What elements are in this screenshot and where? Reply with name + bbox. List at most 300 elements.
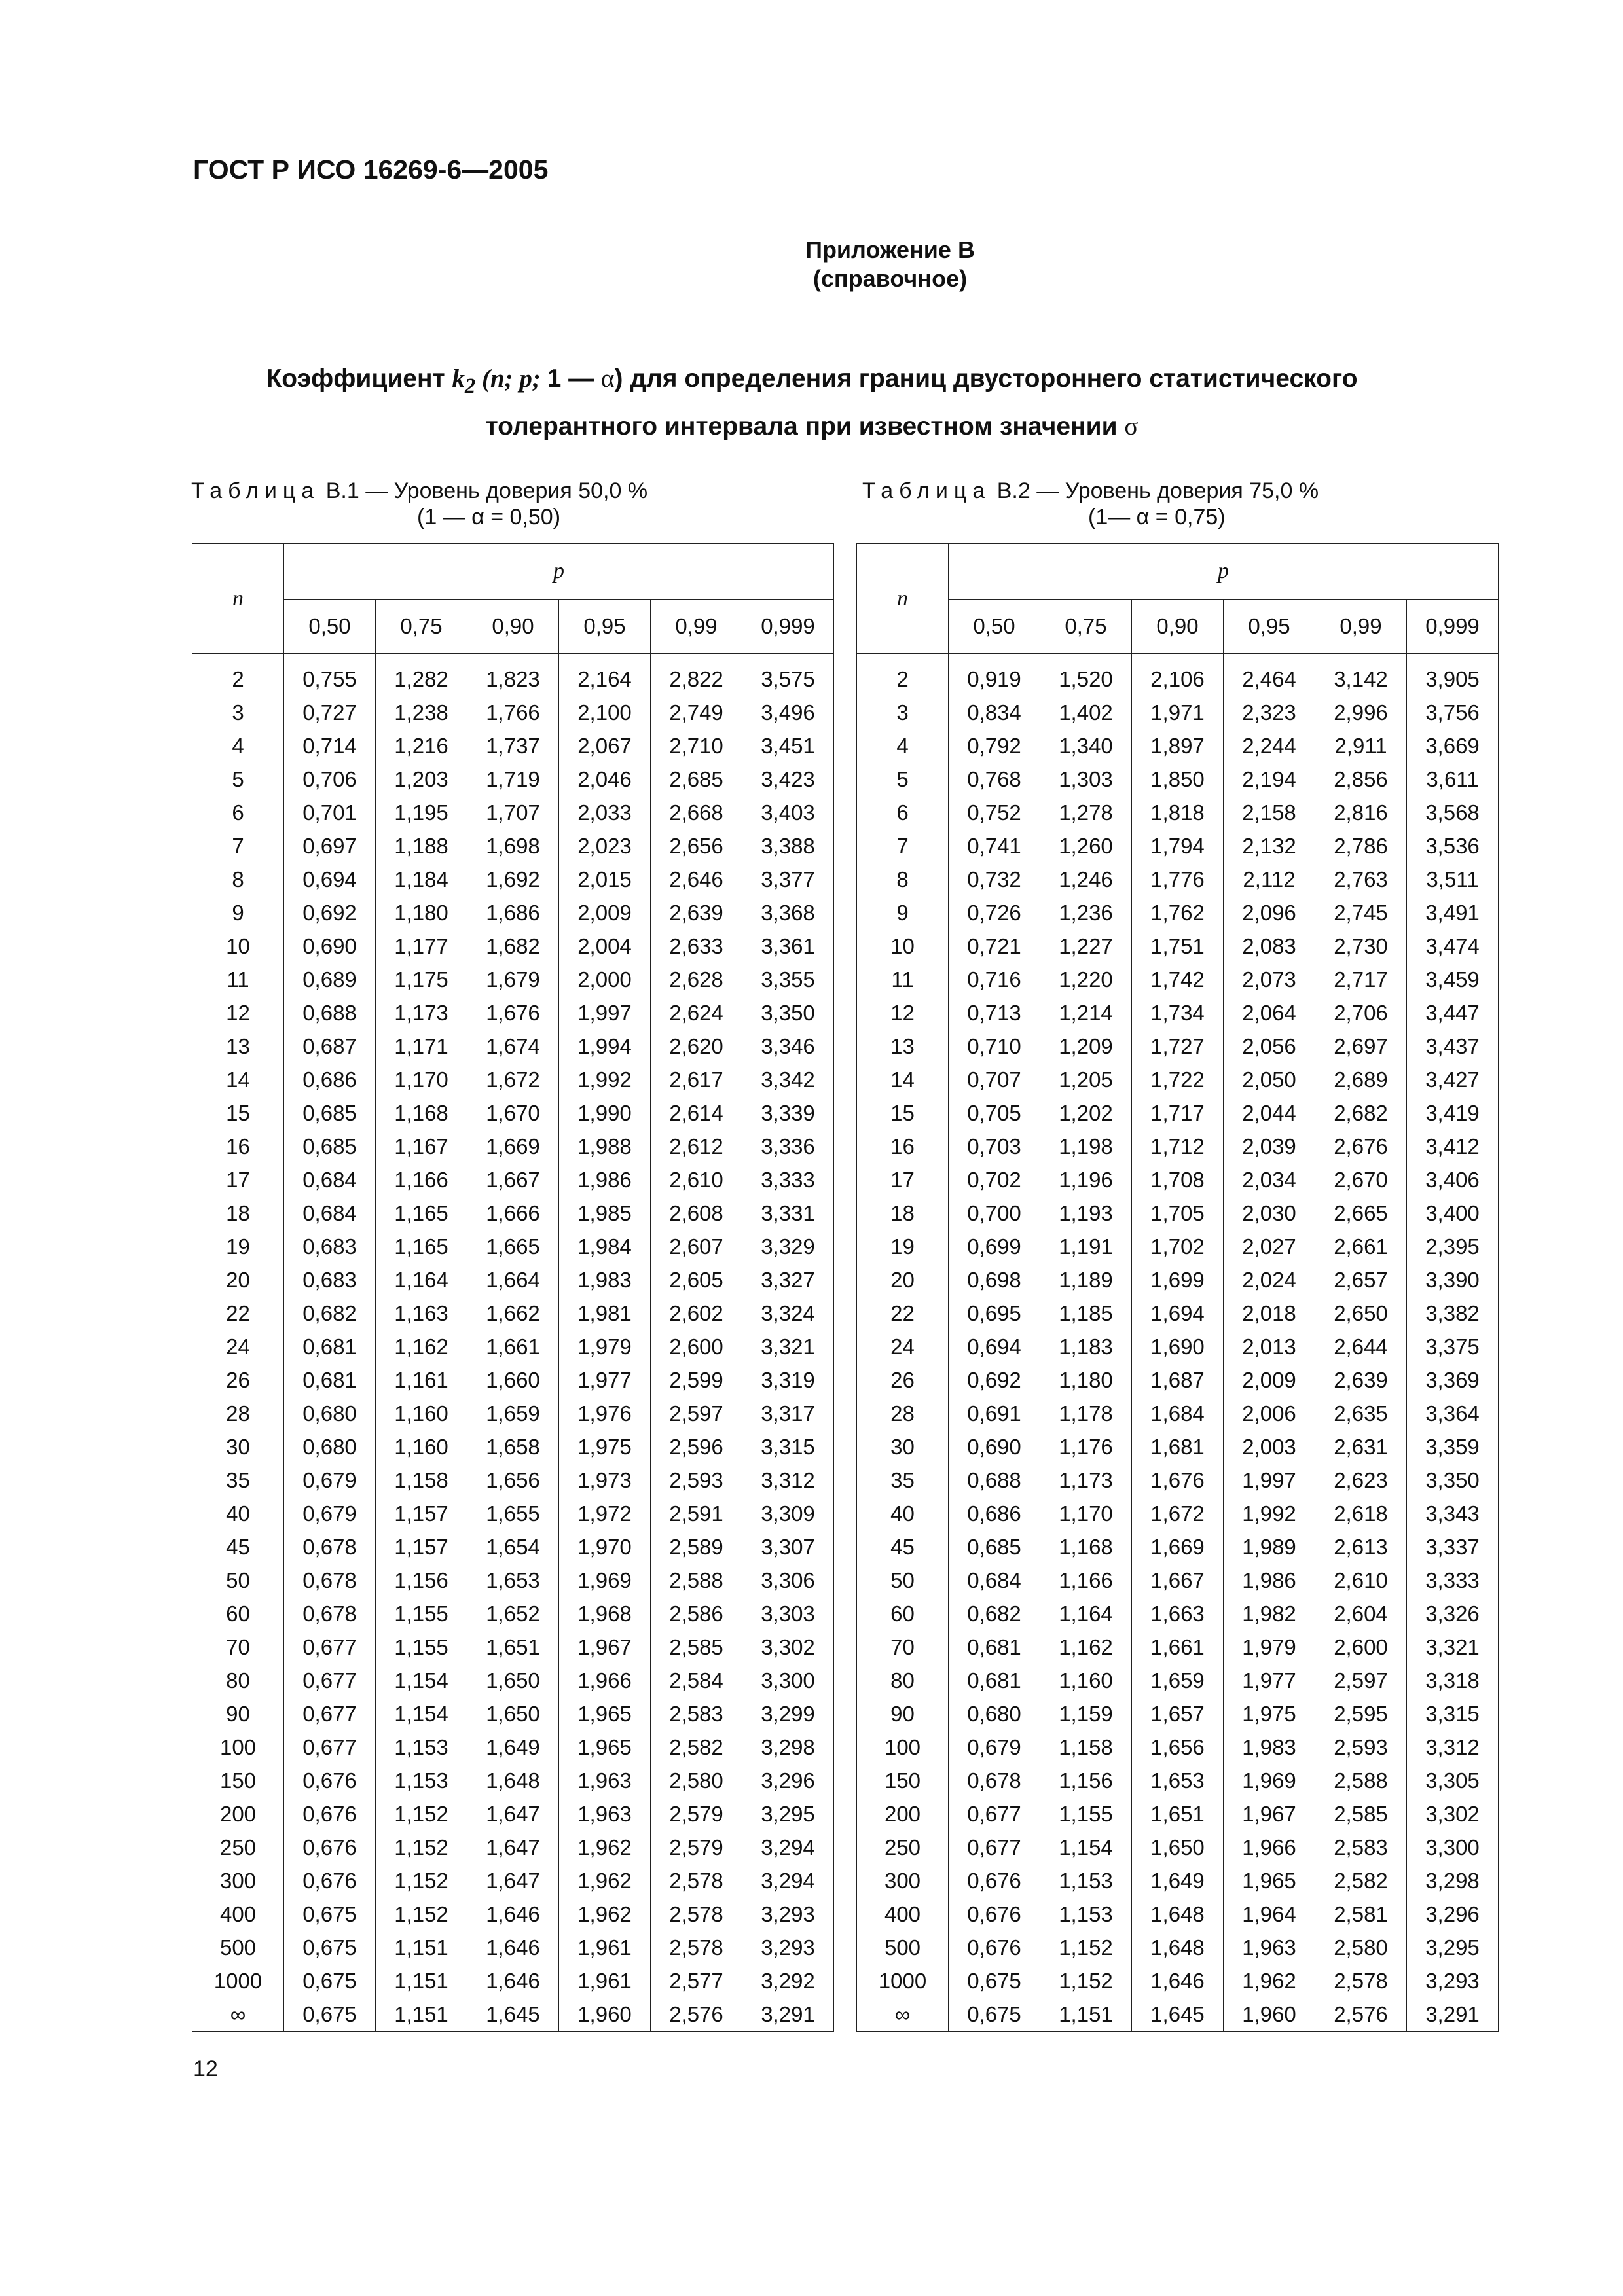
coefficient-cell: 1,664 xyxy=(467,1263,559,1297)
coefficient-cell: 1,712 xyxy=(1132,1130,1224,1163)
table-row xyxy=(192,1363,834,1397)
coefficient-cell: 0,710 xyxy=(949,1030,1040,1063)
coefficient-cell: 1,157 xyxy=(376,1530,467,1564)
coefficient-cell: 3,536 xyxy=(1407,829,1499,863)
coefficient-cell: 0,698 xyxy=(949,1263,1040,1297)
coefficient-cell: 2,628 xyxy=(651,963,742,996)
coefficient-cell: 1,708 xyxy=(1132,1163,1224,1196)
coefficient-cell: 0,684 xyxy=(949,1564,1040,1597)
coefficient-cell: 3,327 xyxy=(742,1263,834,1297)
spacer-cell xyxy=(1132,654,1224,662)
coefficient-cell: 2,003 xyxy=(1224,1430,1315,1463)
coefficient-cell: 1,674 xyxy=(467,1030,559,1063)
coefficient-cell: 3,329 xyxy=(742,1230,834,1263)
coefficient-cell: 3,756 xyxy=(1407,696,1499,729)
coefficient-cell: 2,018 xyxy=(1224,1297,1315,1330)
spacer-cell xyxy=(192,654,284,662)
sample-size-cell: 9 xyxy=(192,896,284,929)
heading-text: толерантного интервала при известном значении xyxy=(485,412,1125,440)
coefficient-cell: 2,158 xyxy=(1224,796,1315,829)
coefficient-cell: 1,986 xyxy=(559,1163,651,1196)
coefficient-cell: 1,982 xyxy=(1224,1597,1315,1630)
table-row xyxy=(192,1731,834,1764)
coefficient-cell: 0,678 xyxy=(284,1564,376,1597)
table-caption-2 xyxy=(862,478,1319,530)
coefficient-cell: 0,677 xyxy=(284,1664,376,1697)
coefficient-cell: 1,648 xyxy=(467,1764,559,1797)
sample-size-cell: 20 xyxy=(192,1263,284,1297)
table-row xyxy=(192,963,834,996)
table-row xyxy=(192,1864,834,1897)
coefficient-cell: 3,333 xyxy=(742,1163,834,1196)
table-row xyxy=(857,1063,1499,1096)
coefficient-cell: 0,692 xyxy=(284,896,376,929)
coefficient-cell: 2,682 xyxy=(1315,1096,1407,1130)
coefficient-cell: 1,648 xyxy=(1132,1931,1224,1964)
table-row xyxy=(192,1430,834,1463)
sample-size-cell: 2 xyxy=(192,662,284,696)
coefficient-cell: 1,684 xyxy=(1132,1397,1224,1430)
table-row xyxy=(192,1630,834,1664)
coefficient-cell: 0,680 xyxy=(949,1697,1040,1731)
sample-size-cell: 4 xyxy=(857,729,949,762)
coefficient-cell: 1,173 xyxy=(1040,1463,1132,1497)
coefficient-cell: 1,646 xyxy=(467,1897,559,1931)
coefficient-cell: 1,737 xyxy=(467,729,559,762)
coefficient-cell: 0,695 xyxy=(949,1297,1040,1330)
table-row xyxy=(192,1063,834,1096)
coefficient-cell: 3,293 xyxy=(742,1897,834,1931)
coefficient-cell: 1,652 xyxy=(467,1597,559,1630)
coefficient-cell: 1,988 xyxy=(559,1130,651,1163)
coefficient-cell: 3,321 xyxy=(742,1330,834,1363)
coefficient-cell: 1,645 xyxy=(1132,1998,1224,2032)
coefficient-cell: 1,202 xyxy=(1040,1096,1132,1130)
table-row xyxy=(857,796,1499,829)
coefficient-cell: 1,967 xyxy=(1224,1797,1315,1831)
coefficient-cell: 1,983 xyxy=(1224,1731,1315,1764)
coefficient-cell: 1,152 xyxy=(376,1864,467,1897)
coefficient-cell: 0,675 xyxy=(949,1964,1040,1998)
coefficient-cell: 1,216 xyxy=(376,729,467,762)
table-row xyxy=(857,1130,1499,1163)
coefficient-cell: 0,676 xyxy=(284,1864,376,1897)
sample-size-cell: 35 xyxy=(857,1463,949,1497)
coefficient-cell: 1,667 xyxy=(1132,1564,1224,1597)
table-row xyxy=(857,1430,1499,1463)
coefficient-cell: 2,009 xyxy=(559,896,651,929)
coefficient-cell: 0,689 xyxy=(284,963,376,996)
coefficient-cell: 2,083 xyxy=(1224,929,1315,963)
coefficient-cell: 3,315 xyxy=(1407,1697,1499,1731)
coefficient-cell: 2,685 xyxy=(651,762,742,796)
page-number: 12 xyxy=(193,2056,218,2081)
coefficient-cell: 0,752 xyxy=(949,796,1040,829)
coefficient-cell: 2,064 xyxy=(1224,996,1315,1030)
coefficient-cell: 1,971 xyxy=(1132,696,1224,729)
coefficient-cell: 3,905 xyxy=(1407,662,1499,696)
coefficient-cell: 1,658 xyxy=(467,1430,559,1463)
table-row xyxy=(192,996,834,1030)
coefficient-cell: 2,602 xyxy=(651,1297,742,1330)
coefficient-cell: 1,682 xyxy=(467,929,559,963)
sample-size-cell: 150 xyxy=(192,1764,284,1797)
coefficient-cell: 1,979 xyxy=(1224,1630,1315,1664)
coefficient-cell: 2,670 xyxy=(1315,1163,1407,1196)
sample-size-cell: 4 xyxy=(192,729,284,762)
coefficient-cell: 1,669 xyxy=(1132,1530,1224,1564)
coefficient-cell: 1,973 xyxy=(559,1463,651,1497)
coefficient-cell: 1,646 xyxy=(1132,1964,1224,1998)
coefficient-cell: 1,170 xyxy=(376,1063,467,1096)
coefficient-cell: 1,751 xyxy=(1132,929,1224,963)
table-row xyxy=(857,1897,1499,1931)
coefficient-cell: 1,154 xyxy=(376,1697,467,1731)
coefficient-cell: 3,339 xyxy=(742,1096,834,1130)
table-row xyxy=(857,1530,1499,1564)
coefficient-cell: 1,984 xyxy=(559,1230,651,1263)
coefficient-cell: 3,317 xyxy=(742,1397,834,1430)
table-row xyxy=(192,1931,834,1964)
coefficient-cell: 1,692 xyxy=(467,863,559,896)
coefficient-cell: 1,994 xyxy=(559,1030,651,1063)
coefficient-cell: 3,331 xyxy=(742,1196,834,1230)
coefficient-cell: 1,979 xyxy=(559,1330,651,1363)
coefficient-cell: 2,665 xyxy=(1315,1196,1407,1230)
coefficient-cell: 2,132 xyxy=(1224,829,1315,863)
coefficient-cell: 1,962 xyxy=(1224,1964,1315,1998)
heading-text: Коэффициент xyxy=(266,365,452,393)
coefficient-cell: 1,158 xyxy=(1040,1731,1132,1764)
coefficient-cell: 2,689 xyxy=(1315,1063,1407,1096)
sample-size-cell: 17 xyxy=(192,1163,284,1196)
coefficient-cell: 2,577 xyxy=(651,1964,742,1998)
appendix-header xyxy=(0,236,1623,293)
coefficient-cell: 3,364 xyxy=(1407,1397,1499,1430)
coefficient-cell: 2,749 xyxy=(651,696,742,729)
p-value-header: 0,999 xyxy=(1407,599,1499,654)
table-row xyxy=(192,762,834,796)
coefficient-cell: 3,412 xyxy=(1407,1130,1499,1163)
coefficient-cell: 2,617 xyxy=(651,1063,742,1096)
coefficient-cell: 1,967 xyxy=(559,1630,651,1664)
coefficient-cell: 0,700 xyxy=(949,1196,1040,1230)
table-row xyxy=(857,1664,1499,1697)
n-header: n xyxy=(192,544,284,654)
coefficient-cell: 2,583 xyxy=(1315,1831,1407,1864)
appendix-note: (справочное) xyxy=(812,265,968,292)
coefficient-cell: 3,295 xyxy=(1407,1931,1499,1964)
coefficient-cell: 2,856 xyxy=(1315,762,1407,796)
coefficient-cell: 2,582 xyxy=(651,1731,742,1764)
sample-size-cell: 7 xyxy=(857,829,949,863)
coefficient-cell: 0,675 xyxy=(284,1897,376,1931)
coefficient-cell: 1,227 xyxy=(1040,929,1132,963)
coefficient-cell: 2,194 xyxy=(1224,762,1315,796)
coefficient-cell: 1,645 xyxy=(467,1998,559,2032)
coefficient-cell: 2,612 xyxy=(651,1130,742,1163)
table-row xyxy=(857,1831,1499,1864)
coefficient-cell: 2,613 xyxy=(1315,1530,1407,1564)
coefficient-cell: 1,766 xyxy=(467,696,559,729)
coefficient-cell: 0,684 xyxy=(284,1163,376,1196)
sample-size-cell: 15 xyxy=(192,1096,284,1130)
coefficient-cell: 2,046 xyxy=(559,762,651,796)
table-caption-1 xyxy=(191,478,647,530)
coefficient-cell: 3,305 xyxy=(1407,1764,1499,1797)
sample-size-cell: 90 xyxy=(192,1697,284,1731)
coefficient-cell: 2,608 xyxy=(651,1196,742,1230)
coefficient-cell: 1,646 xyxy=(467,1931,559,1964)
coefficient-cell: 1,734 xyxy=(1132,996,1224,1030)
table-row xyxy=(857,1597,1499,1630)
coefficient-cell: 1,989 xyxy=(1224,1530,1315,1564)
sample-size-cell: 26 xyxy=(192,1363,284,1397)
coefficient-cell: 2,578 xyxy=(651,1864,742,1897)
heading-line-1 xyxy=(196,359,1427,406)
coefficient-cell: 2,004 xyxy=(559,929,651,963)
coefficient-cell: 3,451 xyxy=(742,729,834,762)
p-header: p xyxy=(949,544,1499,600)
coefficient-cell: 2,623 xyxy=(1315,1463,1407,1497)
p-value-header: 0,90 xyxy=(467,599,559,654)
coefficient-cell: 1,163 xyxy=(376,1297,467,1330)
coefficient-cell: 1,705 xyxy=(1132,1196,1224,1230)
coefficient-cell: 1,727 xyxy=(1132,1030,1224,1063)
sample-size-cell: ∞ xyxy=(857,1998,949,2032)
sample-size-cell: 10 xyxy=(192,929,284,963)
coefficient-cell: 1,985 xyxy=(559,1196,651,1230)
coefficient-cell: 2,464 xyxy=(1224,662,1315,696)
coefficient-cell: 1,963 xyxy=(1224,1931,1315,1964)
table-row xyxy=(192,1163,834,1196)
coefficient-cell: 0,741 xyxy=(949,829,1040,863)
coefficient-cell: 1,655 xyxy=(467,1497,559,1530)
sample-size-cell: 300 xyxy=(857,1864,949,1897)
heading-line-2 xyxy=(196,406,1427,447)
table-row xyxy=(192,662,834,696)
coefficient-cell: 2,030 xyxy=(1224,1196,1315,1230)
coefficient-cell: 2,395 xyxy=(1407,1230,1499,1263)
coefficient-cell: 2,579 xyxy=(651,1797,742,1831)
appendix-title: Приложение В xyxy=(805,236,975,263)
coefficient-cell: 2,661 xyxy=(1315,1230,1407,1263)
coefficient-cell: 3,403 xyxy=(742,796,834,829)
coefficient-cell: 2,650 xyxy=(1315,1297,1407,1330)
coefficient-cell: 2,597 xyxy=(1315,1664,1407,1697)
coefficient-cell: 0,676 xyxy=(284,1764,376,1797)
coefficient-cell: 1,168 xyxy=(1040,1530,1132,1564)
coefficient-cell: 0,694 xyxy=(284,863,376,896)
coefficient-cell: 0,679 xyxy=(949,1731,1040,1764)
coefficient-cell: 2,100 xyxy=(559,696,651,729)
coefficient-cell: 1,151 xyxy=(376,1964,467,1998)
coefficient-cell: 2,786 xyxy=(1315,829,1407,863)
heading-alpha: α xyxy=(601,365,615,393)
spacer-cell xyxy=(1407,654,1499,662)
table-subtitle: (1— α = 0,75) xyxy=(1088,505,1226,529)
coefficient-cell: 2,657 xyxy=(1315,1263,1407,1297)
table-row xyxy=(857,1297,1499,1330)
coefficient-cell: 1,195 xyxy=(376,796,467,829)
coefficient-cell: 1,986 xyxy=(1224,1564,1315,1597)
coefficient-cell: 2,644 xyxy=(1315,1330,1407,1363)
coefficient-cell: 1,153 xyxy=(1040,1897,1132,1931)
coefficient-cell: 2,576 xyxy=(651,1998,742,2032)
coefficient-cell: 1,180 xyxy=(376,896,467,929)
table-label: Таблица xyxy=(862,478,991,503)
coefficient-cell: 1,164 xyxy=(376,1263,467,1297)
coefficient-cell: 3,423 xyxy=(742,762,834,796)
coefficient-cell: 0,687 xyxy=(284,1030,376,1063)
sample-size-cell: 30 xyxy=(192,1430,284,1463)
table-row xyxy=(857,1731,1499,1764)
coefficient-cell: 3,294 xyxy=(742,1864,834,1897)
coefficient-cell: 1,154 xyxy=(376,1664,467,1697)
coefficient-cell: 1,165 xyxy=(376,1196,467,1230)
sample-size-cell: 60 xyxy=(192,1597,284,1630)
table-row xyxy=(857,1764,1499,1797)
coefficient-cell: 1,992 xyxy=(559,1063,651,1096)
sample-size-cell: 8 xyxy=(192,863,284,896)
coefficient-cell: 3,390 xyxy=(1407,1263,1499,1297)
table-label: Таблица xyxy=(191,478,320,503)
sample-size-cell: 7 xyxy=(192,829,284,863)
coefficient-cell: 1,203 xyxy=(376,762,467,796)
coefficient-cell: 0,691 xyxy=(949,1397,1040,1430)
coefficient-cell: 1,157 xyxy=(376,1497,467,1530)
coefficient-cell: 3,293 xyxy=(1407,1964,1499,1998)
coefficient-cell: 2,584 xyxy=(651,1664,742,1697)
coefficient-cell: 3,326 xyxy=(1407,1597,1499,1630)
coefficient-cell: 0,675 xyxy=(284,1964,376,1998)
coefficient-cell: 1,850 xyxy=(1132,762,1224,796)
coefficient-cell: 0,706 xyxy=(284,762,376,796)
coefficient-cell: 3,359 xyxy=(1407,1430,1499,1463)
coefficient-cell: 1,650 xyxy=(467,1664,559,1697)
coefficient-cell: 2,633 xyxy=(651,929,742,963)
coefficient-cell: 1,694 xyxy=(1132,1297,1224,1330)
table-row xyxy=(857,1363,1499,1397)
coefficient-cell: 2,599 xyxy=(651,1363,742,1397)
coefficient-cell: 3,474 xyxy=(1407,929,1499,963)
coefficient-cell: 0,682 xyxy=(949,1597,1040,1630)
coefficient-cell: 0,685 xyxy=(284,1130,376,1163)
coefficient-cell: 1,717 xyxy=(1132,1096,1224,1130)
coefficient-cell: 1,196 xyxy=(1040,1163,1132,1196)
coefficient-cell: 1,180 xyxy=(1040,1363,1132,1397)
coefficient-cell: 3,309 xyxy=(742,1497,834,1530)
coefficient-cell: 2,588 xyxy=(1315,1764,1407,1797)
coefficient-cell: 0,690 xyxy=(284,929,376,963)
coefficient-cell: 1,823 xyxy=(467,662,559,696)
coefficient-cell: 0,702 xyxy=(949,1163,1040,1196)
table-row xyxy=(857,696,1499,729)
heading-args: (n; p; xyxy=(475,365,547,393)
coefficient-cell: 1,699 xyxy=(1132,1263,1224,1297)
coefficient-cell: 3,319 xyxy=(742,1363,834,1397)
coefficient-cell: 1,667 xyxy=(467,1163,559,1196)
coefficient-cell: 1,178 xyxy=(1040,1397,1132,1430)
coefficient-cell: 0,676 xyxy=(949,1931,1040,1964)
coefficient-cell: 0,713 xyxy=(949,996,1040,1030)
coefficient-cell: 1,153 xyxy=(376,1731,467,1764)
coefficient-cell: 1,193 xyxy=(1040,1196,1132,1230)
coefficient-cell: 1,966 xyxy=(1224,1831,1315,1864)
sample-size-cell: 60 xyxy=(857,1597,949,1630)
coefficient-cell: 3,355 xyxy=(742,963,834,996)
coefficient-cell: 1,661 xyxy=(467,1330,559,1363)
sample-size-cell: 5 xyxy=(857,762,949,796)
p-value-header: 0,999 xyxy=(742,599,834,654)
coefficient-cell: 1,983 xyxy=(559,1263,651,1297)
coefficient-cell: 1,156 xyxy=(1040,1764,1132,1797)
coefficient-cell: 0,768 xyxy=(949,762,1040,796)
table-row xyxy=(192,1497,834,1530)
coefficient-cell: 2,585 xyxy=(651,1630,742,1664)
coefficient-cell: 0,919 xyxy=(949,662,1040,696)
coefficient-cell: 1,672 xyxy=(1132,1497,1224,1530)
table-row xyxy=(857,1864,1499,1897)
coefficient-cell: 1,647 xyxy=(467,1831,559,1864)
coefficient-cell: 2,579 xyxy=(651,1831,742,1864)
coefficient-cell: 1,282 xyxy=(376,662,467,696)
coefficient-cell: 0,681 xyxy=(949,1630,1040,1664)
coefficient-cell: 1,214 xyxy=(1040,996,1132,1030)
coefficient-cell: 2,106 xyxy=(1132,662,1224,696)
coefficient-cell: 3,294 xyxy=(742,1831,834,1864)
coefficient-cell: 2,164 xyxy=(559,662,651,696)
coefficient-cell: 1,960 xyxy=(559,1998,651,2032)
table-row xyxy=(857,1564,1499,1597)
coefficient-cell: 1,651 xyxy=(467,1630,559,1664)
sample-size-cell: 100 xyxy=(857,1731,949,1764)
coefficient-cell: 1,656 xyxy=(467,1463,559,1497)
coefficient-cell: 2,009 xyxy=(1224,1363,1315,1397)
coefficient-cell: 1,166 xyxy=(1040,1564,1132,1597)
table-row xyxy=(857,1964,1499,1998)
sample-size-cell: 13 xyxy=(857,1030,949,1063)
coefficient-cell: 3,447 xyxy=(1407,996,1499,1030)
spacer-cell xyxy=(376,654,467,662)
coefficient-cell: 0,679 xyxy=(284,1497,376,1530)
table-row xyxy=(857,1196,1499,1230)
coefficient-cell: 3,511 xyxy=(1407,863,1499,896)
coefficient-cell: 1,236 xyxy=(1040,896,1132,929)
coefficient-cell: 1,191 xyxy=(1040,1230,1132,1263)
coefficient-cell: 2,591 xyxy=(651,1497,742,1530)
coefficient-cell: 0,675 xyxy=(284,1998,376,2032)
coefficient-cell: 0,678 xyxy=(284,1597,376,1630)
table-row xyxy=(857,1630,1499,1664)
coefficient-cell: 2,096 xyxy=(1224,896,1315,929)
table-row xyxy=(857,1163,1499,1196)
coefficient-cell: 3,321 xyxy=(1407,1630,1499,1664)
table-row xyxy=(192,1397,834,1430)
coefficient-cell: 1,963 xyxy=(559,1797,651,1831)
coefficient-cell: 1,722 xyxy=(1132,1063,1224,1096)
sample-size-cell: 16 xyxy=(192,1130,284,1163)
sample-size-cell: 22 xyxy=(857,1297,949,1330)
coefficient-cell: 1,962 xyxy=(559,1897,651,1931)
coefficient-cell: 0,701 xyxy=(284,796,376,829)
coefficient-cell: 3,302 xyxy=(1407,1797,1499,1831)
table-row xyxy=(857,729,1499,762)
sample-size-cell: 11 xyxy=(192,963,284,996)
sample-size-cell: 19 xyxy=(192,1230,284,1263)
coefficient-cell: 1,160 xyxy=(1040,1664,1132,1697)
sample-size-cell: 250 xyxy=(192,1831,284,1864)
